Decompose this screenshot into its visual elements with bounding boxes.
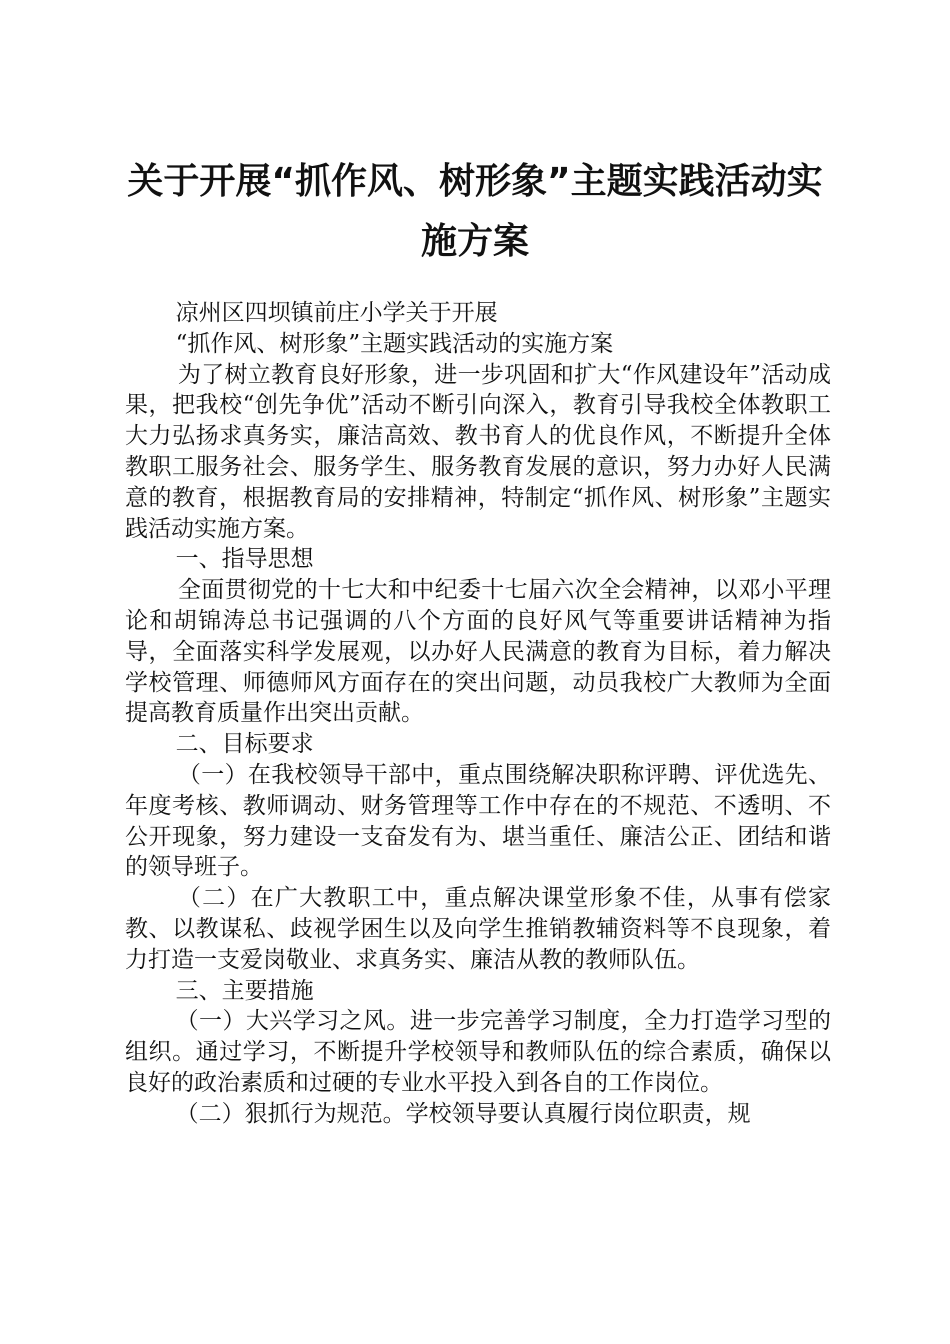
measures-paragraph-1: （一）大兴学习之风。进一步完善学习制度，全力打造学习型的组织。通过学习，不断提升学校领导和教师队伍的综合素质，确保以良好的政治素质和过硬的专业水平投入到各自的工作岗位。 [125,1008,831,1096]
document-title-line-2: 施方案 [420,221,529,262]
subtitle-line-2: “抓作风、树形象”主题实践活动的实施方案 [175,330,614,357]
measures-paragraph-2: （二）狠抓行为规范。学校领导要认真履行岗位职责，规 [175,1100,751,1127]
goals-paragraph-2: （二）在广大教职工中，重点解决课堂形象不佳，从事有偿家教、以教谋私、歧视学困生以及向学生推销教辅资料等不良现象，着力打造一支爱岗敬业、求真务实、廉洁从教的教师队伍。 [125,885,831,973]
document-title-line-1: 关于开展“抓作风、树形象”主题实践活动实 [127,161,823,202]
subtitle-line-1: 凉州区四坝镇前庄小学关于开展 [175,300,498,326]
document-body [125,298,831,1130]
intro-paragraph: 为了树立教育良好形象，进一步巩固和扩大“作风建设年”活动成果，把我校“创先争优”活动不断引向深入，教育引导我校全体教职工大力弘扬求真务实，廉洁高效、教书育人的优良作风，不断提升全体教职工服务社会、服务学生、服务教育发展的意识，努力办好人民满意的教育，根据教育局的安排精神，特制定“抓作风、树形象”主题实践活动实施方案。 [125,361,831,542]
guiding-ideology-paragraph: 全面贯彻党的十七大和中纪委十七届六次全会精神，以邓小平理论和胡锦涛总书记强调的八个方面的良好风气等重要讲话精神为指导，全面落实科学发展观，以办好人民满意的教育为目标，着力解决学校管理、师德师风方面存在的突出问题，动员我校广大教师为全面提高教育质量作出突出贡献。 [125,577,831,727]
section-heading-goals: 二、目标要求 [175,731,314,758]
goals-paragraph-1: （一）在我校领导干部中，重点围绕解决职称评聘、评优选先、年度考核、教师调动、财务管理等工作中存在的不规范、不透明、不公开现象，努力建设一支奋发有为、堪当重任、廉洁公正、团结和谐的领导班子。 [125,761,831,881]
section-heading-guiding-ideology: 一、指导思想 [175,546,314,573]
section-heading-measures: 三、主要措施 [175,977,314,1004]
